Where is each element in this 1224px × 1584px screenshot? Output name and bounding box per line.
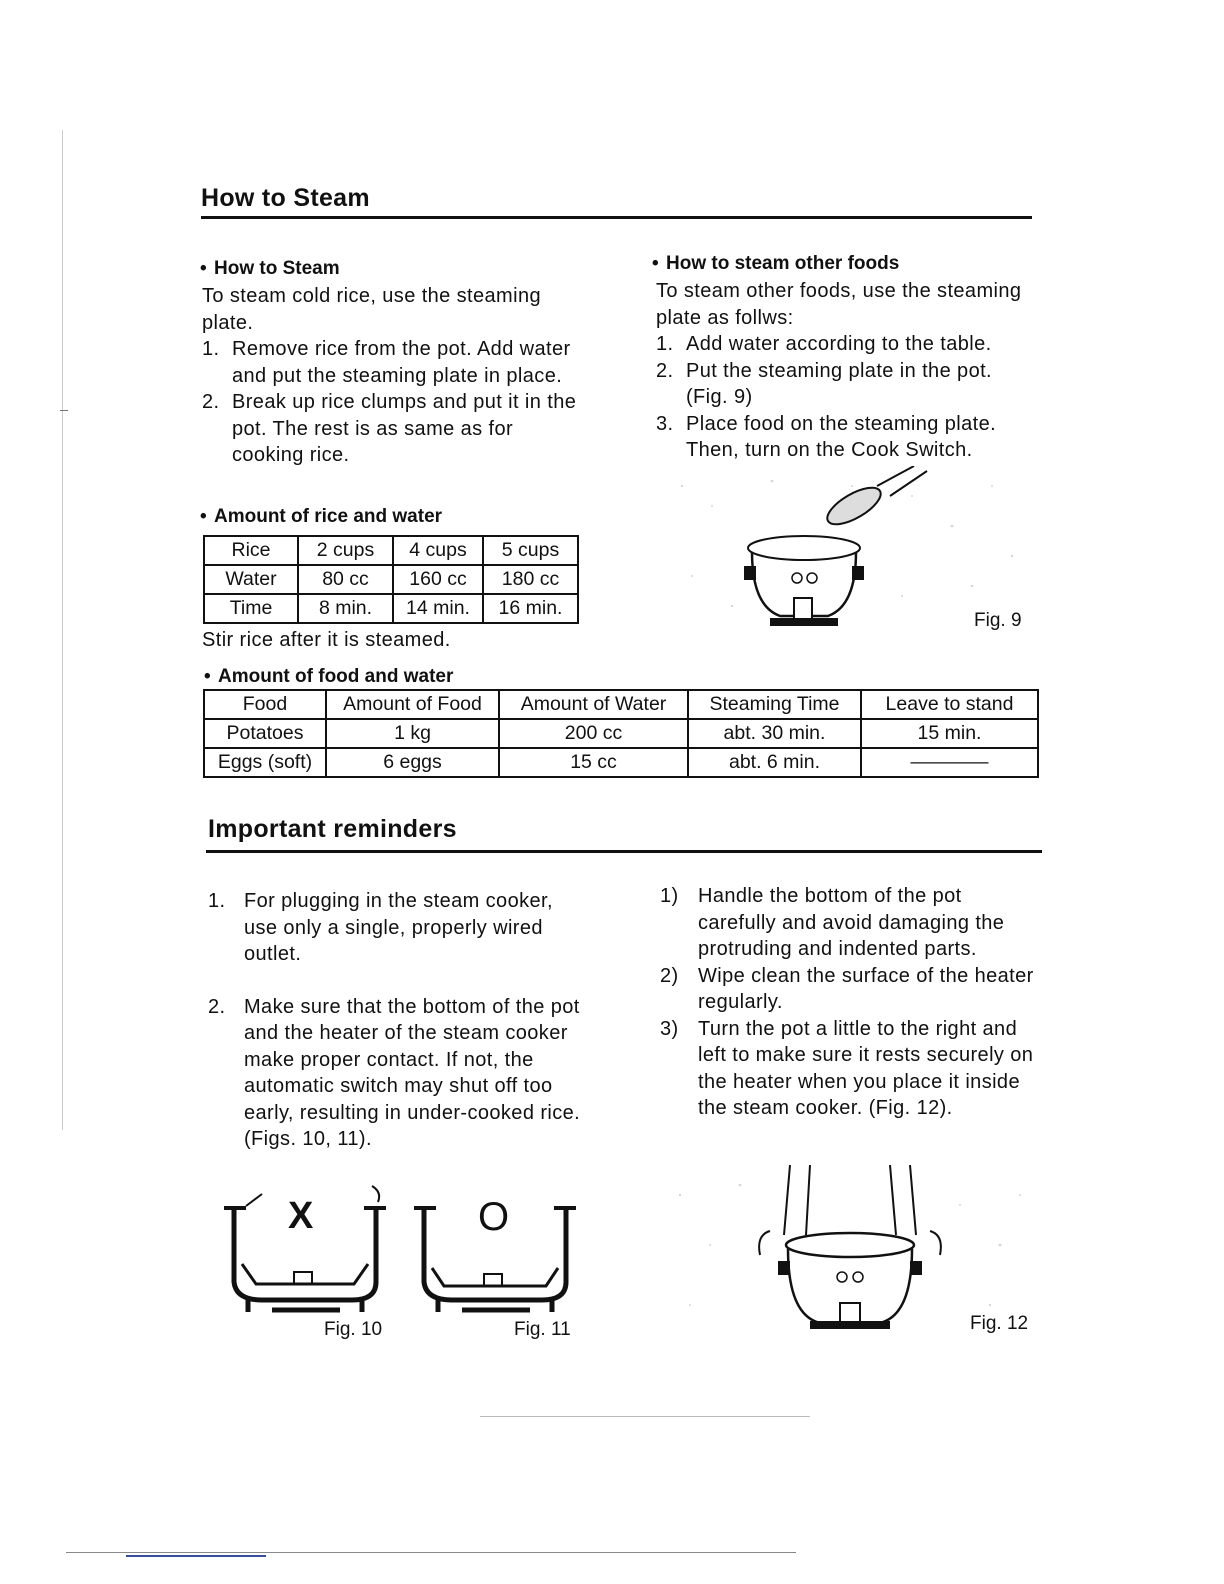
list-item: 1) Handle the bottom of the pot carefully and avoid damaging the protruding and indented parts.: [660, 885, 1005, 960]
subheading-rice-water: • Amount of rice and water: [200, 506, 443, 527]
steam-other-instructions: [656, 278, 1038, 464]
rice-water-table: [203, 535, 579, 624]
list-item: 3) Turn the pot a little to the right and left to make sure it rests securely on the heater when you place it inside the steam cooker. (Fig. 12).: [660, 1017, 1034, 1119]
bullet-icon: •: [204, 666, 211, 687]
reminders-left-list: [208, 888, 588, 1153]
fig11-label: Fig. 11: [514, 1319, 571, 1340]
subheading-how-to-steam: • How to Steam: [200, 258, 340, 279]
wrong-mark: X: [288, 1195, 314, 1237]
scan-bottom-line: [126, 1555, 266, 1557]
list-item: 2) Wipe clean the surface of the heater regularly.: [660, 964, 1034, 1013]
fig10-label: Fig. 10: [324, 1319, 383, 1340]
bullet-icon: •: [200, 506, 207, 527]
reminders-right-list: [660, 883, 1042, 1122]
steam-other-intro: To steam other foods, use the steaming plate as follws:: [656, 280, 1022, 329]
food-water-table: [203, 689, 1039, 778]
section-rule: [201, 216, 1032, 219]
table-row: Time 8 min. 14 min. 16 min.: [204, 594, 578, 623]
pot-contact-comparison-illustration: [212, 1172, 590, 1344]
list-item: 2. Break up rice clumps and put it in the pot. The rest is as same as for cooking rice.: [202, 391, 577, 466]
fig9-label: Fig. 9: [974, 610, 1022, 631]
list-item: 2. Make sure that the bottom of the pot and the heater of the steam cooker make proper contact. If not, the automatic switch may shut off too early, resulting in under-cooked rice. (Figs. 10, 11).: [208, 995, 581, 1150]
list-item: 3. Place food on the steaming plate. Then, turn on the Cook Switch.: [656, 412, 997, 461]
table-row: Food Amount of Food Amount of Water Steaming Time Leave to stand: [204, 690, 1038, 719]
list-item: 1. Add water according to the table.: [656, 333, 992, 355]
scan-dots: [480, 1416, 810, 1417]
scan-margin-tick: [60, 410, 68, 411]
section-rule: [206, 850, 1042, 853]
table-row: Water 80 cc 160 cc 180 cc: [204, 565, 578, 594]
steam-rice-intro: To steam cold rice, use the steaming plate.: [202, 285, 541, 334]
rice-cooker-steaming-plate-illustration: [652, 466, 1040, 638]
steam-rice-instructions: [202, 283, 584, 469]
right-mark: O: [478, 1195, 510, 1239]
section-title-how-to-steam: How to Steam: [201, 184, 370, 212]
subheading-food-water: • Amount of food and water: [204, 666, 454, 687]
rice-table-note: Stir rice after it is steamed.: [202, 629, 451, 651]
list-item: 1. For plugging in the steam cooker, use only a single, properly wired outlet.: [208, 890, 553, 965]
fig12-label: Fig. 12: [970, 1313, 1029, 1334]
pot-placement-illustration: [660, 1165, 1044, 1337]
table-row: Potatoes 1 kg 200 cc abt. 30 min. 15 min.: [204, 719, 1038, 748]
subheading-other-foods: • How to steam other foods: [652, 253, 900, 274]
table-row: Eggs (soft) 6 eggs 15 cc abt. 6 min. ————: [204, 748, 1038, 777]
bullet-icon: •: [652, 253, 659, 274]
section-title-important-reminders: Important reminders: [208, 815, 457, 843]
scan-bottom-line: [66, 1552, 796, 1553]
list-item: 1. Remove rice from the pot. Add water and put the steaming plate in place.: [202, 338, 571, 387]
scan-margin-line: [62, 130, 63, 1130]
bullet-icon: •: [200, 258, 207, 279]
table-row: Rice 2 cups 4 cups 5 cups: [204, 536, 578, 565]
list-item: 2. Put the steaming plate in the pot. (Fig. 9): [656, 359, 993, 408]
